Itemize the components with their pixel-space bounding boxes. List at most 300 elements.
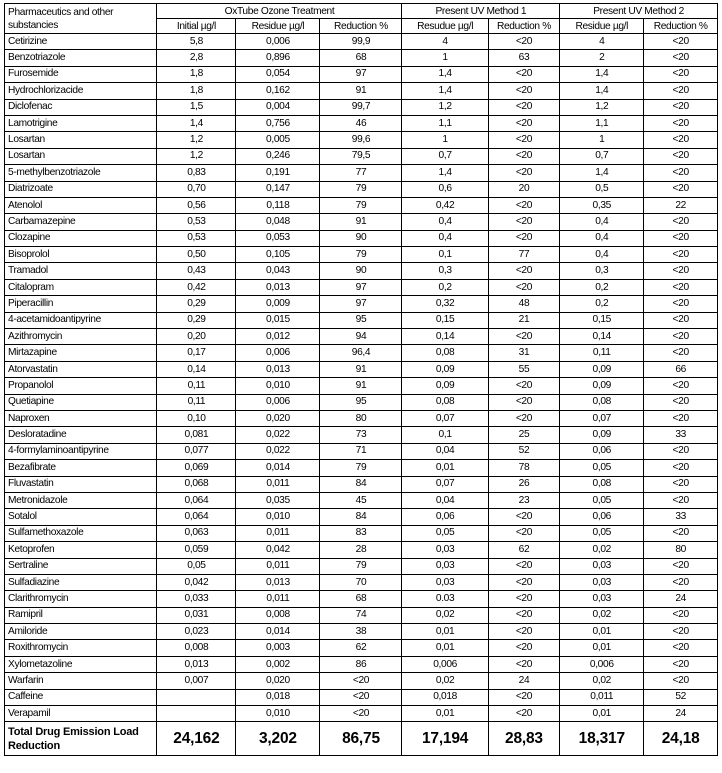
substance-name-cell: Bezafibrate [5,460,157,476]
value-cell: 0,077 [157,443,236,459]
value-cell: 33 [644,509,718,525]
substance-name-cell: 4-formylaminoantipyrine [5,443,157,459]
value-cell: 1,4 [560,83,644,99]
value-cell: <20 [644,66,718,82]
substance-name-cell: Ramipril [5,607,157,623]
substance-name-cell: Quetiapine [5,394,157,410]
table-row [5,410,718,426]
value-cell: 0,008 [236,607,320,623]
value-cell: <20 [488,689,560,705]
value-cell: 0.03 [402,591,488,607]
value-cell: <20 [644,624,718,640]
value-cell: 23 [488,492,560,508]
table-row [5,132,718,148]
value-cell: 0,009 [236,296,320,312]
value-cell: 0,20 [157,329,236,345]
value-cell: 73 [320,427,402,443]
value-cell: 0,35 [560,197,644,213]
value-cell: 0,15 [402,312,488,328]
table-row [5,279,718,295]
value-cell: 4 [560,34,644,50]
value-cell: 0,2 [560,279,644,295]
value-cell: <20 [488,640,560,656]
substance-name-cell: 4-acetamidoantipyrine [5,312,157,328]
value-cell: 22 [644,197,718,213]
value-cell: <20 [644,247,718,263]
value-cell: 0,10 [157,410,236,426]
value-cell: <20 [320,689,402,705]
value-cell: 0,1 [402,247,488,263]
value-cell: 25 [488,427,560,443]
value-cell: 0,56 [157,197,236,213]
value-cell: <20 [644,345,718,361]
value-cell: 0,06 [560,509,644,525]
value-cell: 0,022 [236,427,320,443]
value-cell: 0,70 [157,181,236,197]
total-value: 86,75 [320,722,402,756]
value-cell: <20 [488,263,560,279]
value-cell: 38 [320,624,402,640]
substance-name-cell: Caffeine [5,689,157,705]
table-row [5,509,718,525]
value-cell: 0,042 [157,574,236,590]
value-cell: <20 [488,165,560,181]
value-cell: 0,013 [236,279,320,295]
value-cell: 97 [320,279,402,295]
value-cell: 79 [320,181,402,197]
value-cell: <20 [644,312,718,328]
value-cell: 0,01 [402,624,488,640]
value-cell: <20 [488,394,560,410]
table-row [5,345,718,361]
value-cell: 24 [644,706,718,722]
total-value: 18,317 [560,722,644,756]
value-cell: 0,246 [236,148,320,164]
value-cell: <20 [644,296,718,312]
value-cell: 63 [488,50,560,66]
total-value: 24,162 [157,722,236,756]
column-header: Initial µg/l [157,19,236,34]
value-cell: 0,005 [236,132,320,148]
value-cell: 0,068 [157,476,236,492]
value-cell: 99,7 [320,99,402,115]
value-cell: 55 [488,361,560,377]
value-cell: 0,011 [236,525,320,541]
value-cell: 97 [320,66,402,82]
value-cell: <20 [488,591,560,607]
table-row [5,476,718,492]
value-cell: 0,018 [236,689,320,705]
table-row [5,329,718,345]
value-cell: <20 [644,230,718,246]
table-row [5,99,718,115]
substance-name-cell: Carbamazepine [5,214,157,230]
value-cell [157,706,236,722]
value-cell: 0,01 [560,640,644,656]
table-row [5,607,718,623]
value-cell: 91 [320,83,402,99]
value-cell: 1,1 [560,115,644,131]
table-row [5,83,718,99]
value-cell: 80 [644,542,718,558]
value-cell: 1,5 [157,99,236,115]
value-cell: <20 [320,673,402,689]
value-cell: 0,83 [157,165,236,181]
value-cell: 0,09 [560,361,644,377]
value-cell: 0,013 [157,656,236,672]
value-cell: 66 [644,361,718,377]
value-cell: 0,011 [236,591,320,607]
value-cell: 0,29 [157,296,236,312]
value-cell: <20 [488,132,560,148]
table-row [5,361,718,377]
substance-name-cell: Sertraline [5,558,157,574]
substance-name-cell: Atenolol [5,197,157,213]
value-cell: 1,8 [157,66,236,82]
value-cell: 0,014 [236,624,320,640]
value-cell: 0,008 [157,640,236,656]
value-cell: 5,8 [157,34,236,50]
substance-name-cell: Clozapine [5,230,157,246]
column-header: Reduction % [320,19,402,34]
value-cell: 0,2 [560,296,644,312]
value-cell: <20 [488,230,560,246]
value-cell: 0,053 [236,230,320,246]
value-cell: 0,042 [236,542,320,558]
value-cell [157,689,236,705]
value-cell: 0,11 [157,394,236,410]
value-cell: <20 [488,66,560,82]
substance-name-cell: Azithromycin [5,329,157,345]
value-cell: 0,081 [157,427,236,443]
value-cell: <20 [644,165,718,181]
pharmaceutical-reduction-table [4,3,718,756]
total-value: 28,83 [488,722,560,756]
substance-name-cell: Amiloride [5,624,157,640]
value-cell: 0,15 [560,312,644,328]
value-cell: 99,9 [320,34,402,50]
value-cell: 0,11 [560,345,644,361]
column-header: Reduction % [488,19,560,34]
value-cell: 0,162 [236,83,320,99]
substance-name-cell: Warfarin [5,673,157,689]
substance-name-cell: Naproxen [5,410,157,426]
value-cell: 0,08 [402,394,488,410]
value-cell: 0,09 [560,378,644,394]
value-cell: 0,4 [402,230,488,246]
value-cell: 2 [560,50,644,66]
value-cell: 0,09 [560,427,644,443]
value-cell: <20 [488,83,560,99]
group-header-oxtube: OxTube Ozone Treatment [157,4,402,19]
table-row [5,656,718,672]
value-cell: 0,043 [236,263,320,279]
value-cell: <20 [644,640,718,656]
value-cell: 0,069 [157,460,236,476]
table-row [5,34,718,50]
table-row [5,296,718,312]
table-row [5,378,718,394]
value-cell: 0,006 [236,34,320,50]
value-cell: 0,4 [560,230,644,246]
value-cell: 52 [644,689,718,705]
substance-name-cell: Sulfamethoxazole [5,525,157,541]
value-cell: 80 [320,410,402,426]
substance-name-cell: Metronidazole [5,492,157,508]
total-value: 17,194 [402,722,488,756]
value-cell: 0,147 [236,181,320,197]
value-cell: 0,010 [236,706,320,722]
value-cell: 68 [320,50,402,66]
value-cell: 79,5 [320,148,402,164]
value-cell: 0,011 [560,689,644,705]
group-header-uv-method-2: Present UV Method 2 [560,4,718,19]
value-cell: 0,06 [402,509,488,525]
value-cell: 91 [320,361,402,377]
value-cell: <20 [488,99,560,115]
substance-name-cell: Citalopram [5,279,157,295]
value-cell: <20 [488,558,560,574]
value-cell: 0,2 [402,279,488,295]
value-cell: <20 [488,509,560,525]
value-cell: 79 [320,460,402,476]
value-cell: <20 [488,148,560,164]
column-header: Residue µg/l [236,19,320,34]
table-row [5,591,718,607]
value-cell: 0,7 [560,148,644,164]
value-cell: 24 [488,673,560,689]
value-cell: <20 [644,410,718,426]
value-cell: 0,42 [402,197,488,213]
substance-name-cell: Diclofenac [5,99,157,115]
value-cell: 0,012 [236,329,320,345]
value-cell: 0,054 [236,66,320,82]
value-cell: 0,006 [402,656,488,672]
total-value: 24,18 [644,722,718,756]
value-cell: 0,42 [157,279,236,295]
value-cell: 0,03 [560,574,644,590]
value-cell: <20 [644,443,718,459]
value-cell: 0,013 [236,361,320,377]
value-cell: 0,05 [560,492,644,508]
substance-name-cell: Atorvastatin [5,361,157,377]
value-cell: <20 [488,279,560,295]
value-cell: 79 [320,247,402,263]
table-row [5,624,718,640]
value-cell: 1,4 [560,66,644,82]
value-cell: <20 [644,50,718,66]
table-row [5,197,718,213]
table-row [5,312,718,328]
value-cell: 0,07 [402,476,488,492]
substance-name-cell: Fluvastatin [5,476,157,492]
value-cell: <20 [644,99,718,115]
substance-name-cell: Cetirizine [5,34,157,50]
value-cell: <20 [644,574,718,590]
value-cell: 0,07 [560,410,644,426]
table-row [5,673,718,689]
value-cell: 0,010 [236,378,320,394]
value-cell: 95 [320,312,402,328]
value-cell: <20 [488,525,560,541]
value-cell: <20 [488,34,560,50]
table-row [5,542,718,558]
value-cell: 1 [402,132,488,148]
table-row [5,66,718,82]
substance-name-cell: Losartan [5,132,157,148]
value-cell: 0,09 [402,378,488,394]
value-cell: 1 [402,50,488,66]
value-cell: <20 [644,115,718,131]
value-cell: 77 [488,247,560,263]
table-row [5,525,718,541]
table-row [5,706,718,722]
total-value: 3,202 [236,722,320,756]
substances-header: Pharmaceutics and other substancies [5,4,157,34]
table-row [5,492,718,508]
value-cell: 1,2 [560,99,644,115]
substance-name-cell: Furosemide [5,66,157,82]
value-cell: 62 [488,542,560,558]
value-cell: <20 [644,329,718,345]
value-cell: <20 [644,607,718,623]
table-row [5,394,718,410]
value-cell: <20 [488,607,560,623]
value-cell: 31 [488,345,560,361]
value-cell: 0,01 [402,460,488,476]
substance-name-cell: Tramadol [5,263,157,279]
value-cell: 0,3 [402,263,488,279]
value-cell: <20 [644,378,718,394]
value-cell: <20 [644,132,718,148]
value-cell: 0,07 [402,410,488,426]
value-cell: <20 [644,525,718,541]
value-cell: <20 [488,329,560,345]
table-row [5,50,718,66]
value-cell: 46 [320,115,402,131]
substance-name-cell: 5-methylbenzotriazole [5,165,157,181]
value-cell: 0,43 [157,263,236,279]
value-cell: 0,064 [157,492,236,508]
value-cell: 0,03 [560,591,644,607]
substance-name-cell: Piperacillin [5,296,157,312]
table-container [4,3,718,756]
value-cell: 1,4 [402,66,488,82]
value-cell: 1,2 [157,148,236,164]
value-cell: 0,059 [157,542,236,558]
value-cell: 45 [320,492,402,508]
value-cell: 77 [320,165,402,181]
value-cell: 84 [320,509,402,525]
value-cell: 1,2 [402,99,488,115]
value-cell: 96,4 [320,345,402,361]
value-cell: <20 [644,460,718,476]
value-cell: 1,8 [157,83,236,99]
table-row [5,443,718,459]
substance-name-cell: Lamotrigine [5,115,157,131]
value-cell: 90 [320,230,402,246]
value-cell: 68 [320,591,402,607]
value-cell: 90 [320,263,402,279]
total-label: Total Drug Emission Load Reduction [5,722,157,756]
value-cell: 1,1 [402,115,488,131]
table-row [5,427,718,443]
value-cell: 0,013 [236,574,320,590]
value-cell: 1,4 [402,83,488,99]
value-cell: 0,011 [236,558,320,574]
table-row [5,640,718,656]
value-cell: 0,01 [560,624,644,640]
value-cell: 0,7 [402,148,488,164]
value-cell: 91 [320,378,402,394]
value-cell: <20 [644,263,718,279]
value-cell: 0,6 [402,181,488,197]
substance-name-cell: Sotalol [5,509,157,525]
value-cell: 0,53 [157,230,236,246]
value-cell: 0,011 [236,476,320,492]
value-cell: 33 [644,427,718,443]
table-row [5,165,718,181]
value-cell: 0,50 [157,247,236,263]
value-cell: 0,02 [402,673,488,689]
value-cell: 0,191 [236,165,320,181]
value-cell: 28 [320,542,402,558]
value-cell: 86 [320,656,402,672]
value-cell: 84 [320,476,402,492]
value-cell: 0,033 [157,591,236,607]
value-cell: 48 [488,296,560,312]
value-cell: 0,048 [236,214,320,230]
value-cell: 0,003 [236,640,320,656]
value-cell: 0,01 [560,706,644,722]
value-cell: 0,05 [560,460,644,476]
value-cell: 0,3 [560,263,644,279]
value-cell: <20 [644,656,718,672]
value-cell: 0,4 [402,214,488,230]
value-cell: 1,4 [402,165,488,181]
value-cell: 0,03 [402,542,488,558]
value-cell: 0,5 [560,181,644,197]
value-cell: 1,4 [157,115,236,131]
value-cell: 0,01 [402,640,488,656]
value-cell: <20 [488,624,560,640]
value-cell: 0,14 [157,361,236,377]
value-cell: <20 [488,656,560,672]
value-cell: <20 [488,410,560,426]
substance-name-cell: Losartan [5,148,157,164]
substance-name-cell: Roxithromycin [5,640,157,656]
value-cell: 1 [560,132,644,148]
value-cell: 52 [488,443,560,459]
value-cell: 97 [320,296,402,312]
value-cell: 0,020 [236,673,320,689]
total-row [5,722,718,756]
value-cell: <20 [644,476,718,492]
substance-name-cell: Benzotriazole [5,50,157,66]
table-row [5,115,718,131]
value-cell: 0,02 [560,673,644,689]
substance-name-cell: Ketoprofen [5,542,157,558]
value-cell: 0,02 [402,607,488,623]
value-cell: 71 [320,443,402,459]
value-cell: <20 [488,706,560,722]
value-cell: 79 [320,197,402,213]
value-cell: 0,063 [157,525,236,541]
value-cell: 0,118 [236,197,320,213]
value-cell: <20 [488,574,560,590]
value-cell: 0,064 [157,509,236,525]
value-cell: 0,08 [560,476,644,492]
